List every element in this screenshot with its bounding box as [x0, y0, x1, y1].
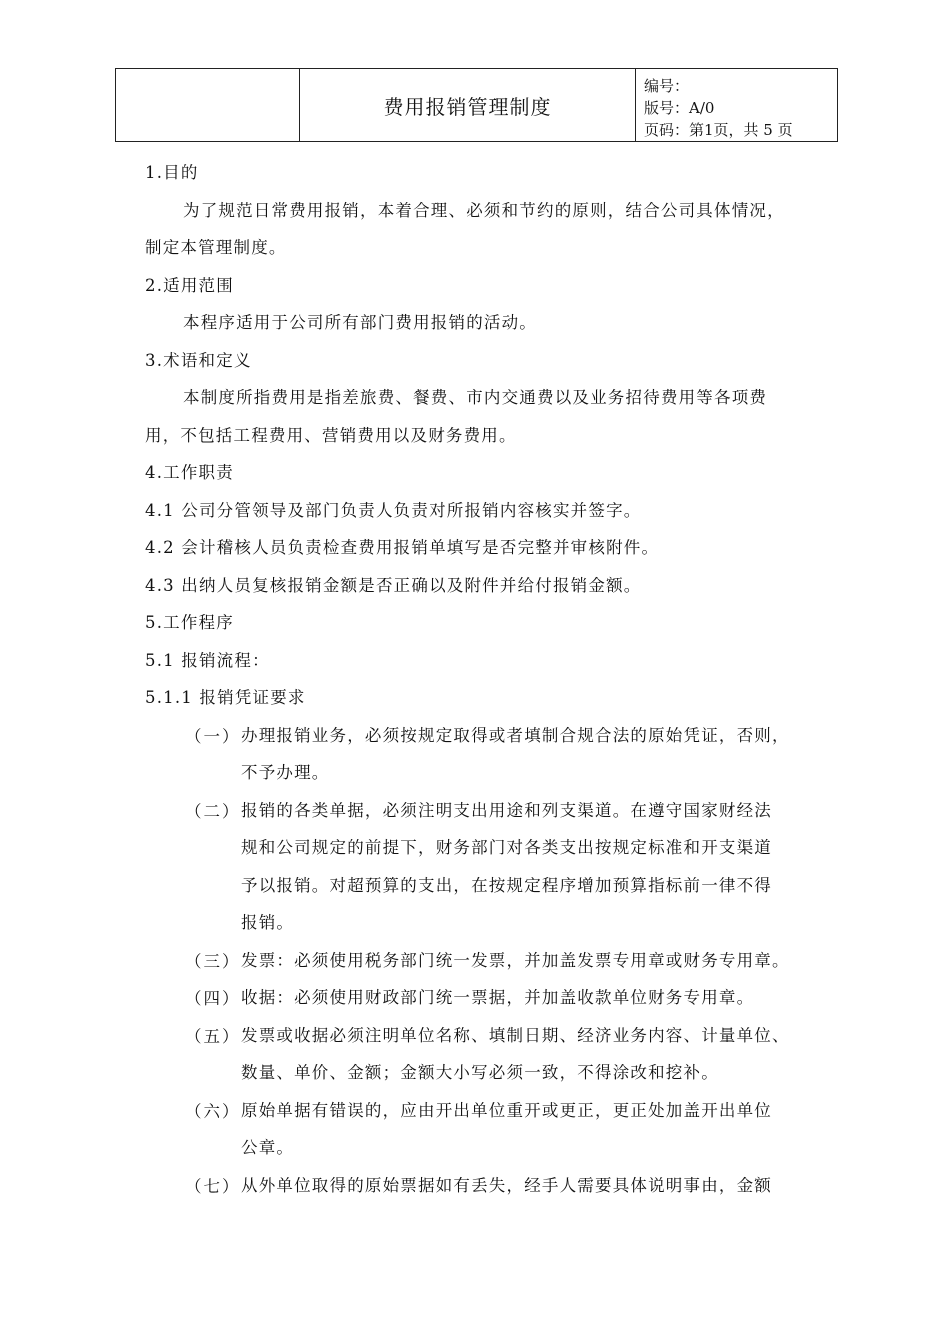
item-text: [241, 1098, 815, 1173]
requirement-item: [145, 985, 815, 1023]
page-number: 页码：第1页，共 5 页: [644, 121, 793, 139]
item-text-line: 办理报销业务，必须按规定取得或者填制合规合法的原始凭证，否则，: [241, 725, 790, 745]
item-text: [241, 1023, 815, 1098]
header-meta-cell: [636, 69, 837, 141]
item-text-line: 从外单位取得的原始票据如有丢失，经手人需要具体说明事由，金额: [241, 1175, 772, 1195]
item-marker: （二）: [185, 801, 241, 821]
item-text: [241, 723, 815, 798]
section-heading: 5.工作程序: [145, 613, 234, 632]
item-text-line: 原始单据有错误的，应由开出单位重开或更正，更正处加盖开出单位: [241, 1100, 772, 1120]
requirement-item: [145, 723, 815, 798]
item-marker: （四）: [185, 989, 241, 1008]
paragraph-line: 用，不包括工程费用、营销费用以及财务费用。: [145, 425, 517, 445]
item-marker: （三）: [185, 951, 241, 971]
clause-line: 4.3 出纳人员复核报销金额是否正确以及附件并给付报销金额。: [145, 575, 642, 595]
paragraph-line: 为了规范日常费用报销，本着合理、必须和节约的原则，结合公司具体情况，: [183, 200, 785, 220]
document-version: 版号：A/0: [644, 99, 715, 117]
item-marker: （六）: [185, 1101, 241, 1121]
item-text-line: 报销的各类单据，必须注明支出用途和列支渠道。在遵守国家财经法: [241, 800, 772, 820]
section-heading: 4.工作职责: [145, 463, 234, 482]
document-title: 费用报销管理制度: [300, 69, 636, 141]
item-text-line: 公章。: [241, 1138, 295, 1157]
item-marker: （五）: [185, 1026, 241, 1046]
section-heading: 2.适用范围: [145, 275, 234, 295]
section-heading: 3.术语和定义: [145, 350, 252, 370]
clause-line: 4.2 会计稽核人员负责检查费用报销单填写是否完整并审核附件。: [145, 538, 660, 557]
item-text: [241, 985, 815, 1023]
item-text-line: 收据：必须使用财政部门统一票据，并加盖收款单位财务专用章。: [241, 988, 755, 1007]
item-text-line: 不予办理。: [241, 763, 330, 782]
header-logo-cell: [116, 69, 300, 141]
item-text-line: 发票或收据必须注明单位名称、填制日期、经济业务内容、计量单位、: [241, 1025, 790, 1045]
item-text-line: 报销。: [241, 913, 295, 932]
clause-line: 5.1.1 报销凭证要求: [145, 688, 306, 707]
paragraph-line: 本制度所指费用是指差旅费、餐费、市内交通费以及业务招待费用等各项费: [183, 388, 768, 407]
requirement-item: [145, 1023, 815, 1098]
requirement-item: [145, 798, 815, 948]
clause-line: 5.1 报销流程：: [145, 650, 270, 670]
item-marker: （七）: [185, 1176, 241, 1196]
requirement-list: [145, 723, 815, 1211]
document-header-table: [115, 68, 838, 142]
paragraph-line: 制定本管理制度。: [145, 238, 287, 257]
requirement-item: [145, 948, 815, 986]
clause-line: 4.1 公司分管领导及部门负责人负责对所报销内容核实并签字。: [145, 500, 642, 520]
item-text-line: 数量、单价、金额；金额大小写必须一致，不得涂改和挖补。: [241, 1063, 719, 1082]
paragraph-line: 本程序适用于公司所有部门费用报销的活动。: [183, 313, 537, 332]
item-text-line: 予以报销。对超预算的支出，在按规定程序增加预算指标前一律不得: [241, 875, 772, 895]
requirement-item: [145, 1098, 815, 1173]
document-code: 编号：: [644, 77, 690, 95]
item-text: [241, 948, 815, 986]
requirement-item: [145, 1173, 815, 1211]
item-text: [241, 798, 815, 948]
item-text-line: 规和公司规定的前提下，财务部门对各类支出按规定标准和开支渠道: [241, 838, 772, 857]
item-marker: （一）: [185, 726, 241, 746]
item-text-line: 发票：必须使用税务部门统一发票，并加盖发票专用章或财务专用章。: [241, 950, 790, 970]
document-body: [145, 160, 815, 1210]
item-text: [241, 1173, 815, 1211]
section-heading: 1.目的: [145, 163, 199, 182]
